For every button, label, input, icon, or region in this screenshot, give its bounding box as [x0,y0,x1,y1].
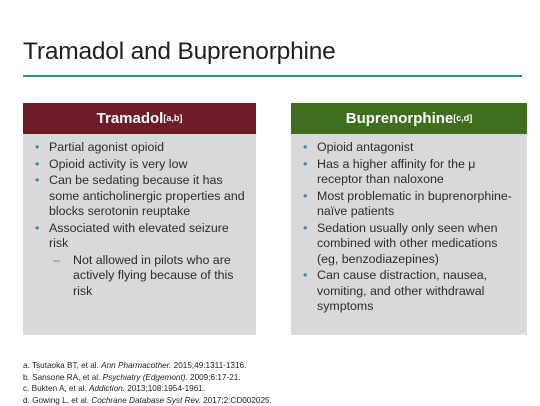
bullet-item: • Partial agonist opioid [35,140,246,156]
reference-journal: Addiction. [89,384,125,394]
reference-citation: 2013;108:1954-1961. [124,384,206,394]
tramadol-heading-citation: [a,b] [163,112,183,123]
buprenorphine-heading-text: Buprenorphine [345,110,454,127]
reference-authors: a. Tsutaoka BT, et al. [23,361,102,370]
tramadol-bullet-list [23,134,256,299]
buprenorphine-heading [291,103,527,134]
bullet-item: • Can cause distraction, nausea, vomiting, and other withdrawal symptoms [303,268,517,315]
tramadol-heading-text: Tramadol [96,110,164,127]
buprenorphine-heading-citation: [c,d] [453,112,473,123]
reference-journal: Psychiatry (Edgemont). [102,372,188,382]
reference-journal: Cochrane Database Syst Rev. [91,395,201,405]
reference-item [23,360,272,372]
reference-item [23,383,272,395]
bullet-item: • Opioid antagonist [303,140,517,156]
reference-journal: Ann Pharmacother. [101,361,172,370]
reference-citation: 2009;6:17-21. [187,372,241,382]
title-divider [23,75,522,77]
reference-item [23,372,272,384]
reference-item [23,395,272,406]
reference-citation: 2015;49:1311-1316. [171,361,247,370]
reference-authors: c. Bukten A, et al. [23,384,89,394]
references [23,360,272,406]
bullet-item: • Sedation usually only seen when combined with other medications (eg, benzodiazepines) [303,221,517,268]
bullet-item: • Has a higher affinity for the μ receptor than naloxone [303,157,517,188]
bullet-item: • Associated with elevated seizure risk [35,221,246,252]
buprenorphine-panel [291,103,527,335]
sub-bullet-item: – Not allowed in pilots who are actively flying because of this risk [35,253,246,300]
tramadol-heading [23,103,256,134]
slide-title: Tramadol and Buprenorphine [23,38,336,65]
tramadol-panel [23,103,256,335]
reference-authors: b. Sansone RA, et al. [23,372,103,382]
buprenorphine-bullet-list [291,134,527,315]
bullet-item: • Can be sedating because it has some anticholinergic properties and blocks serotonin reuptake [35,173,246,220]
bullet-item: • Most problematic in buprenorphine-naïve patients [303,189,517,220]
bullet-item: • Opioid activity is very low [35,157,246,173]
reference-citation: 2017;2:CD002025. [200,395,272,405]
reference-authors: d. Gowing L, et al. [23,395,92,405]
